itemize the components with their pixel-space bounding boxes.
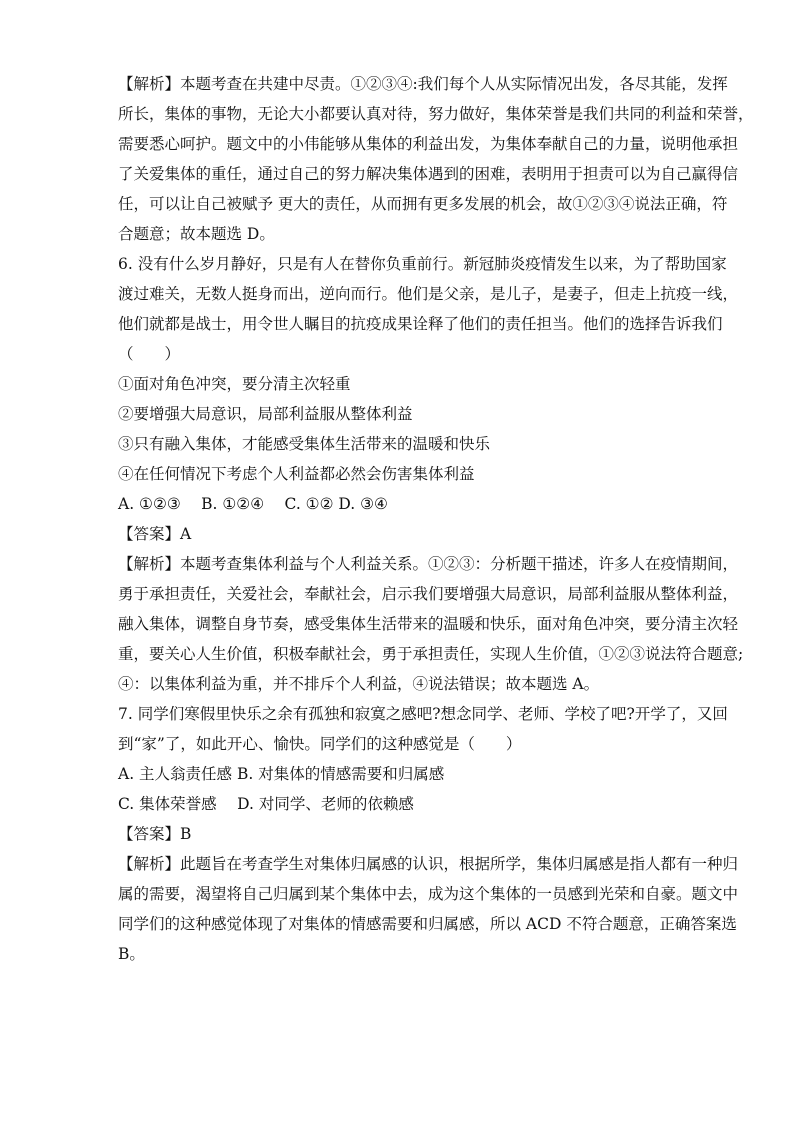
question-7-line-1: 7. 同学们寒假里快乐之余有孤独和寂寞之感吧?想念同学、老师、学校了吧?开学了，又回 [118,705,728,723]
analysis-q7-line-1: 【解析】此题旨在考查学生对集体归属感的认识，根据所学，集体归属感是指人都有一种归 [118,855,739,873]
question-6-line-3: 他们就都是战士，用令世人瞩目的抗疫成果诠释了他们的责任担当。他们的选择告诉我们 [118,315,723,333]
question-7-line-2: 到“家”了，如此开心、愉快。同学们的这种感觉是（ ） [118,735,522,753]
question-6-option-2: ②要增强大局意识，局部利益服从整体利益 [118,405,413,423]
analysis-q5-line-5: 任，可以让自己被赋予 更大的责任，从而拥有更多发展的机会，故①②③④说法正确，符 [118,195,728,213]
analysis-q6-line-3: 融入集体，调整自身节奏，感受集体生活带来的温暖和快乐，面对角色冲突，要分清主次轻 [118,615,739,633]
question-6-line-2: 渡过难关，无数人挺身而出，逆向而行。他们是父亲，是儿子，是妻子，但走上抗疫一线， [118,285,739,303]
question-6-line-1: 6. 没有什么岁月静好，只是有人在替你负重前行。新冠肺炎疫情发生以来，为了帮助国家 [118,255,727,273]
analysis-q6-line-4: 重，要关心人生价值，积极奉献社会，勇于承担责任，实现人生价值，①②③说法符合题意; [118,645,744,663]
question-7-answer: 【答案】B [118,825,192,843]
analysis-q5-line-1: 【解析】本题考查在共建中尽责。①②③④:我们每个人从实际情况出发，各尽其能，发挥 [118,75,728,93]
analysis-q5-line-6: 合题意；故本题选 D。 [118,225,275,243]
analysis-q7-line-3: 同学们的这种感觉体现了对集体的情感需要和归属感，所以 ACD 不符合题意，正确答案选 [118,915,737,933]
analysis-q7-line-2: 属的需要，渴望将自己归属到某个集体中去，成为这个集体的一员感到光荣和自豪。题文中 [118,885,739,903]
analysis-q6-line-5: ④：以集体利益为重，并不排斥个人利益，④说法错误；故本题选 A。 [118,675,600,693]
analysis-q5-line-3: 需要悉心呵护。题文中的小伟能够从集体的利益出发，为集体奉献自己的力量，说明他承担 [118,135,739,153]
question-6-option-1: ①面对角色冲突，要分清主次轻重 [118,375,351,393]
question-6-answer: 【答案】A [118,525,192,543]
question-7-choices-2: C. 集体荣誉感 D. 对同学、老师的依赖感 [118,795,414,813]
analysis-q6-line-2: 勇于承担责任，关爱社会，奉献社会，启示我们要增强大局意识，局部利益服从整体利益， [118,585,739,603]
question-7-choices-1: A. 主人翁责任感 B. 对集体的情感需要和归属感 [118,765,445,783]
question-6-blank: （ ） [118,345,181,363]
question-6-option-3: ③只有融入集体，才能感受集体生活带来的温暖和快乐 [118,435,491,453]
analysis-q7-line-4: B。 [118,945,145,963]
question-6-choices: A. ①②③ B. ①②④ C. ①② D. ③④ [118,495,388,513]
analysis-q5-line-4: 了关爱集体的重任，通过自己的努力解决集体遇到的困难，表明用于担责可以为自己赢得信 [118,165,739,183]
analysis-q5-line-2: 所长，集体的事物，无论大小都要认真对待，努力做好，集体荣誉是我们共同的利益和荣誉， [118,105,754,123]
question-6-option-4: ④在任何情况下考虑个人利益都必然会伤害集体利益 [118,465,475,483]
analysis-q6-line-1: 【解析】本题考查集体利益与个人利益关系。①②③：分析题干描述，许多人在疫情期间， [118,555,739,573]
